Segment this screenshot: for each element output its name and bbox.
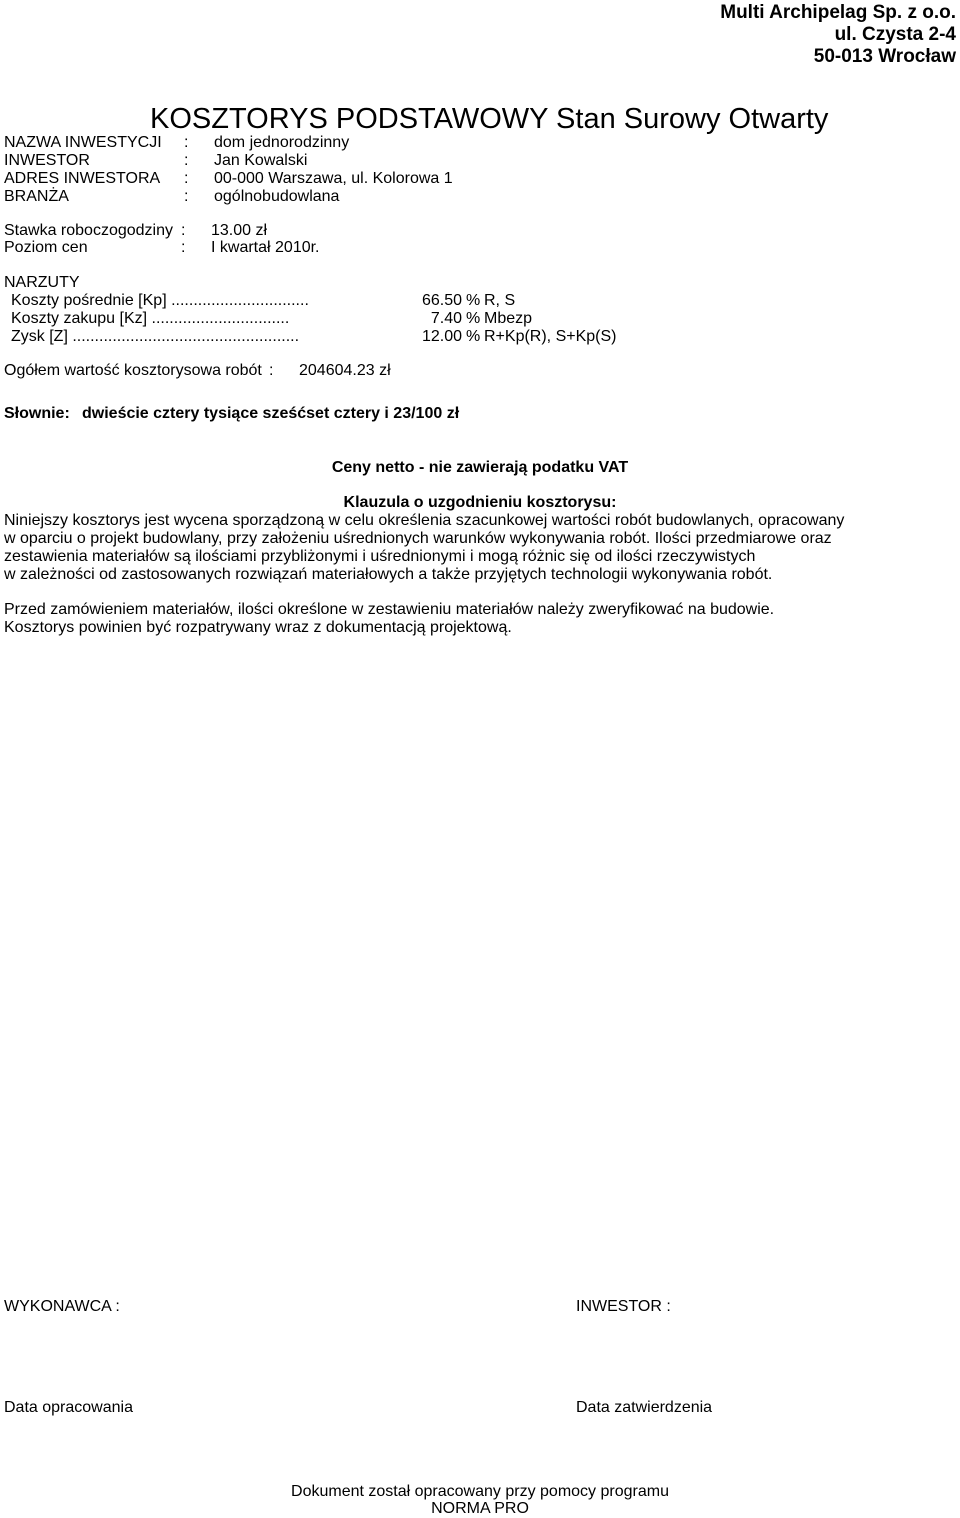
surcharge-label: Koszty pośrednie [Kp] ............................... <box>11 292 309 309</box>
price-level-label: Poziom cen <box>4 239 88 256</box>
surcharge-label: Zysk [Z] ................................................... <box>11 328 300 345</box>
price-level-separator: : <box>181 239 186 256</box>
project-separator: : <box>184 134 189 151</box>
footer-program-name: NORMA PRO <box>431 1500 529 1517</box>
branch-value: ogólnobudowlana <box>214 188 340 205</box>
hourly-rate-separator: : <box>181 222 186 239</box>
words-label: Słownie: <box>4 405 70 422</box>
footer-line: Dokument został opracowany przy pomocy programu <box>291 1483 669 1500</box>
company-name: Multi Archipelag Sp. z o.o. <box>720 2 956 23</box>
surcharges-heading: NARZUTY <box>4 274 80 291</box>
prepared-date-label: Data opracowania <box>4 1399 133 1416</box>
total-value: 204604.23 zł <box>299 362 391 379</box>
surcharge-label: Koszty zakupu [Kz] ............................... <box>11 310 290 327</box>
clause-line: w zależności od zastosowanych rozwiązań materiałowych a także przyjętych technologii wykonywania robót. <box>4 566 773 583</box>
branch-label: BRANŻA <box>4 188 69 205</box>
surcharge-unit: % <box>466 310 481 327</box>
words-value: dwieście cztery tysiące sześćset cztery i 23/100 zł <box>82 405 460 422</box>
investor-value: Jan Kowalski <box>214 152 308 169</box>
investor-label: INWESTOR <box>4 152 90 169</box>
surcharge-unit: % <box>466 328 481 345</box>
total-separator: : <box>269 362 274 379</box>
total-label: Ogółem wartość kosztorysowa robót <box>4 362 262 379</box>
surcharge-unit: % <box>466 292 481 309</box>
approved-date-label: Data zatwierdzenia <box>576 1399 713 1416</box>
investor-signature-label: INWESTOR : <box>576 1298 671 1315</box>
company-street: ul. Czysta 2-4 <box>834 24 956 45</box>
project-value: dom jednorodzinny <box>214 134 350 151</box>
surcharge-value: 7.40 <box>430 310 462 327</box>
surcharge-base: R+Kp(R), S+Kp(S) <box>484 328 617 345</box>
hourly-rate-label: Stawka roboczogodziny <box>4 222 173 239</box>
clause-line: zestawienia materiałów są ilościami przybliżonymi i uśrednionymi i mogą różnic się od ilości rzeczywistych <box>4 548 756 565</box>
investor-separator: : <box>184 152 189 169</box>
address-separator: : <box>184 170 189 187</box>
branch-separator: : <box>184 188 189 205</box>
clause-line: Przed zamówieniem materiałów, ilości określone w zestawieniu materiałów należy zweryfikować na budowie. <box>4 601 775 618</box>
contractor-signature-label: WYKONAWCA : <box>4 1298 120 1315</box>
address-value: 00-000 Warszawa, ul. Kolorowa 1 <box>214 170 453 187</box>
document-title: KOSZTORYS PODSTAWOWY Stan Surowy Otwarty <box>150 103 829 135</box>
clause-line: w oparciu o projekt budowlany, przy założeniu uśrednionych warunków wykonywania robót. Ilości przedmiarowe oraz <box>4 530 832 547</box>
vat-note: Ceny netto - nie zawierają podatku VAT <box>331 459 629 476</box>
address-label: ADRES INWESTORA <box>4 170 161 187</box>
project-label: NAZWA INWESTYCJI <box>4 134 162 151</box>
surcharge-base: Mbezp <box>484 310 533 327</box>
clause-line: Kosztorys powinien być rozpatrywany wraz z dokumentacją projektową. <box>4 619 512 636</box>
clause-heading: Klauzula o uzgodnieniu kosztorysu: <box>343 494 617 511</box>
surcharge-value: 12.00 <box>421 328 462 345</box>
surcharge-value: 66.50 <box>421 292 462 309</box>
hourly-rate-value: 13.00 zł <box>211 222 268 239</box>
clause-line: Niniejszy kosztorys jest wycena sporządzoną w celu określenia szacunkowej wartości robót budowlanych, opracowany <box>4 512 845 529</box>
price-level-value: I kwartał 2010r. <box>211 239 320 256</box>
surcharge-base: R, S <box>484 292 516 309</box>
company-city: 50-013 Wrocław <box>813 46 956 67</box>
